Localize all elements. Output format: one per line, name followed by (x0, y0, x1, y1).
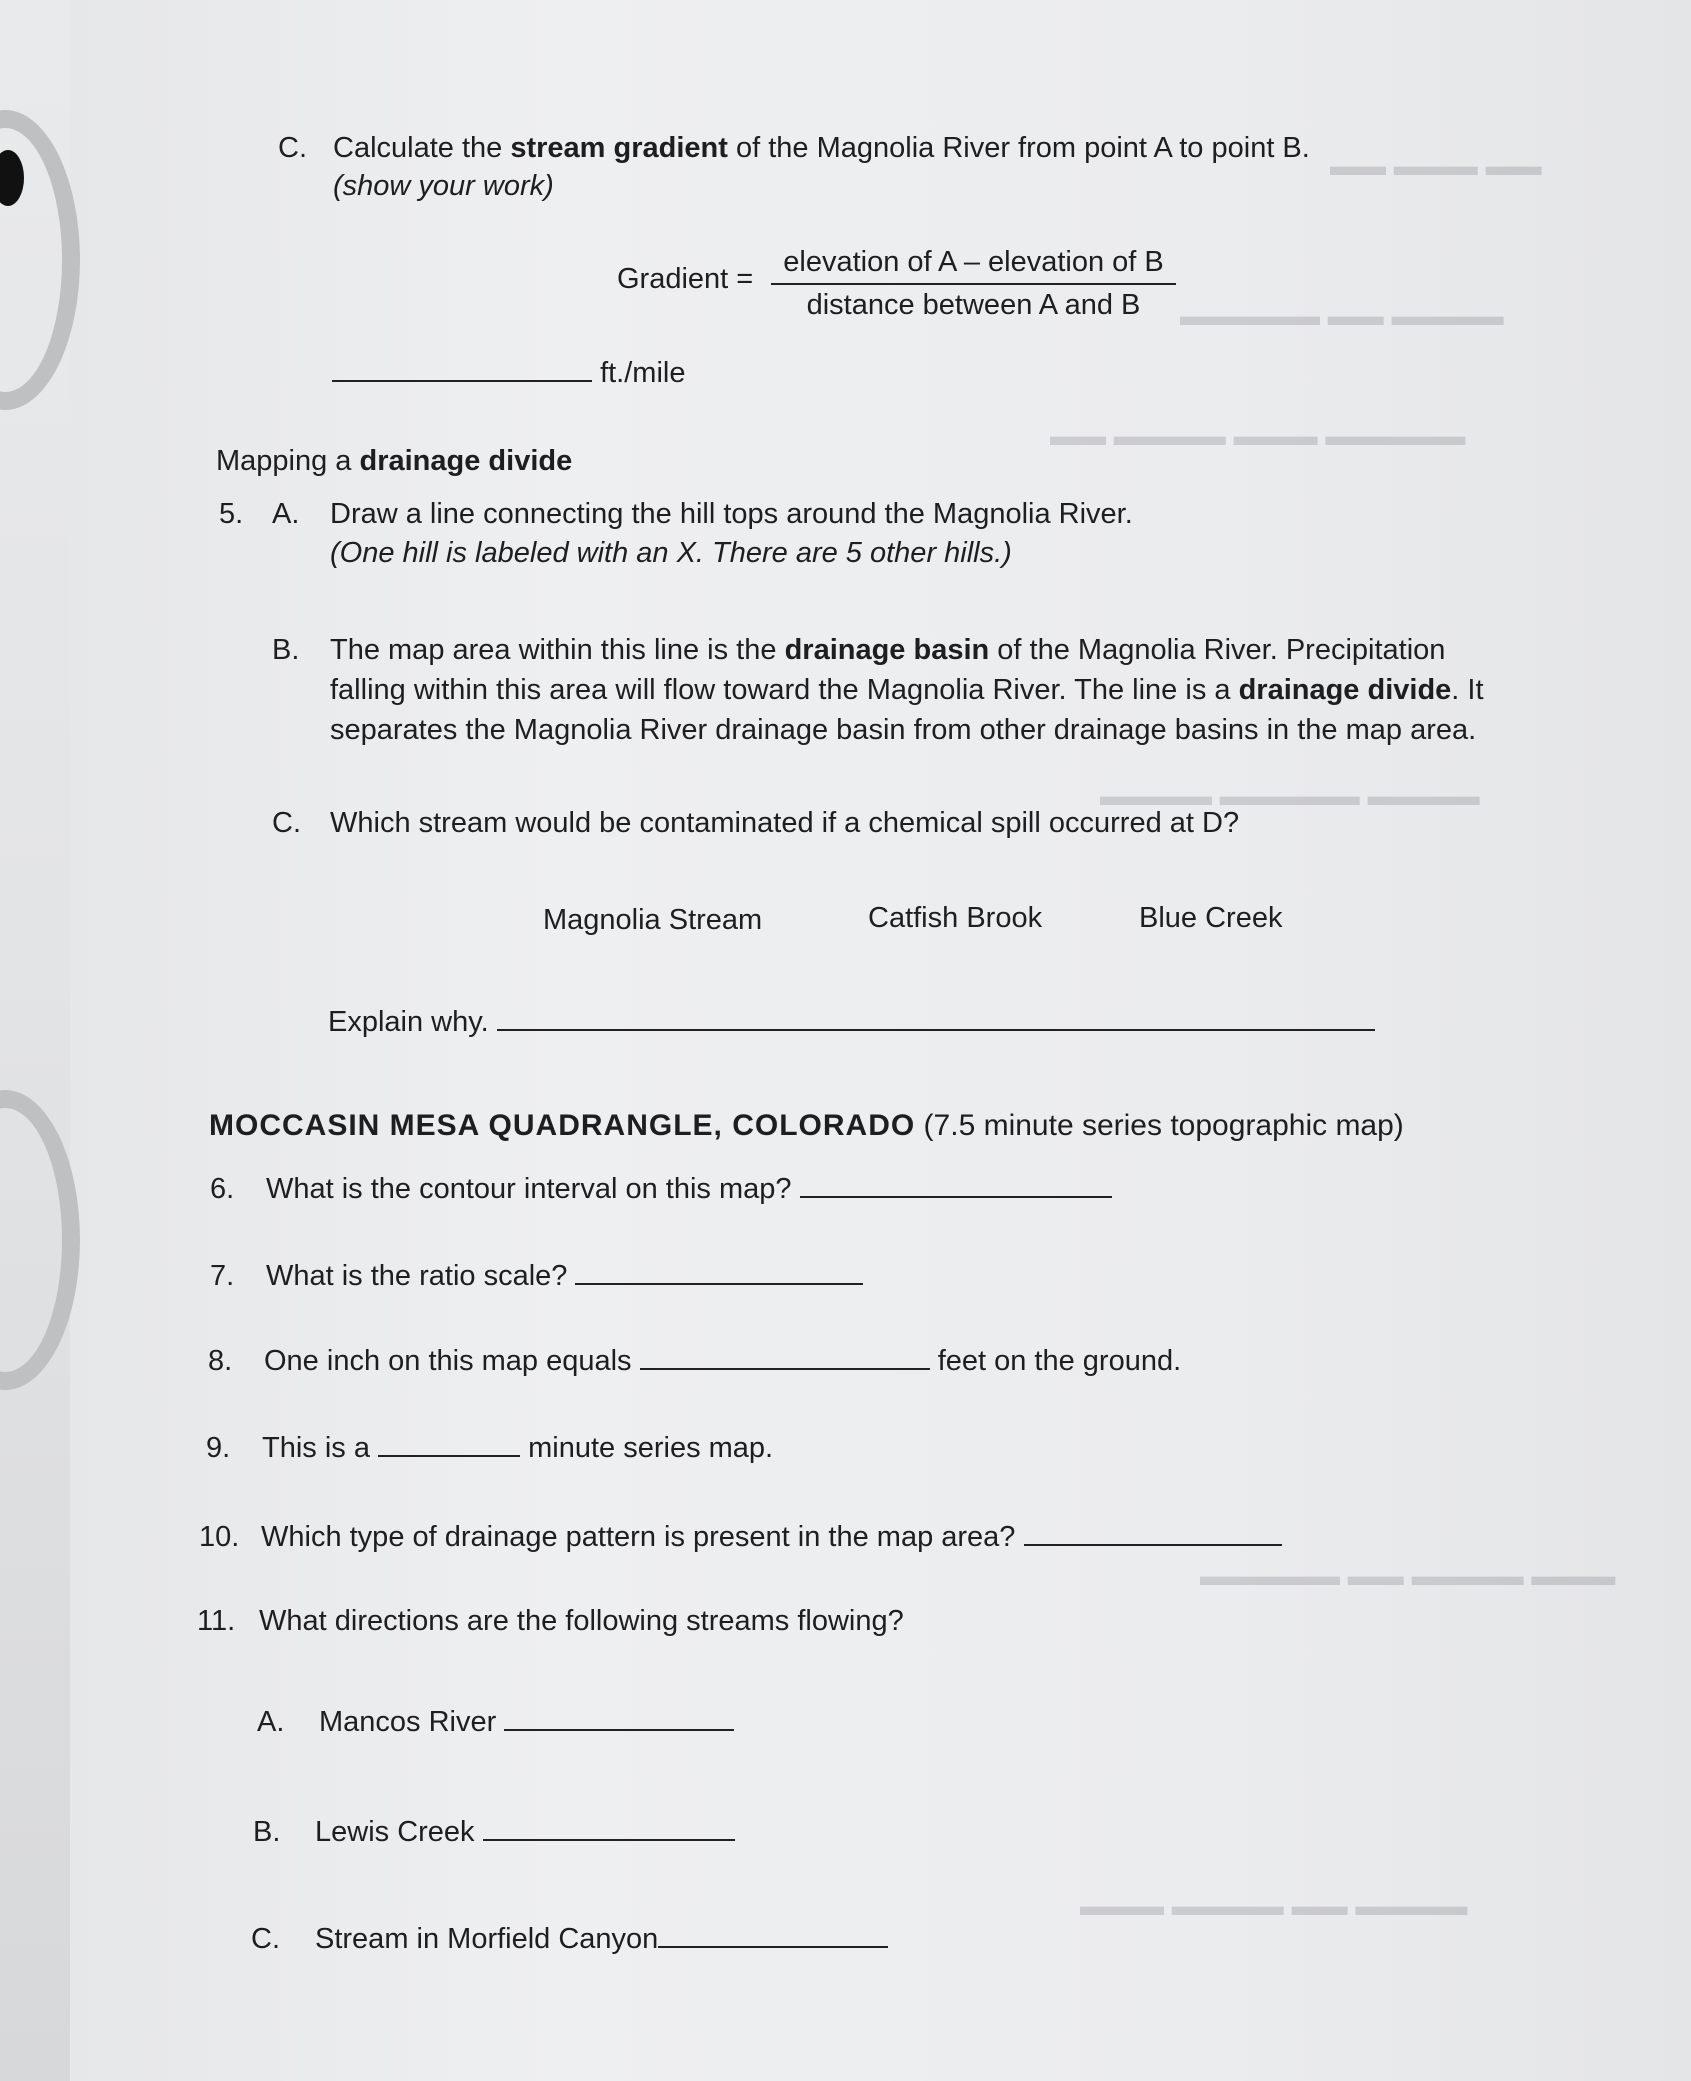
bleed-through-text: ▬▬▬▬ ▬▬▬▬▬ ▬▬▬▬ (1100, 780, 1480, 811)
q9-number: 9. (206, 1432, 231, 1464)
gradient-answer-row (332, 354, 685, 391)
q8-text-pre: One inch on this map equals (264, 1345, 632, 1377)
q5-b-line2: falling within this area will flow toward the Magnolia River. The line is a drainage divide. It (330, 674, 1484, 706)
bleed-through-text: ▬▬▬▬▬ ▬▬▬ ▬▬▬▬ ▬▬ (1050, 420, 1466, 451)
q8-answer-blank[interactable] (640, 1342, 930, 1370)
q11-a-row (257, 1703, 734, 1740)
q11-c-row (251, 1920, 888, 1957)
part-c-letter: C. (278, 132, 307, 164)
gradient-unit: ft./mile (600, 357, 686, 389)
q11-a-text: Mancos River (319, 1706, 497, 1738)
q5-a-letter: A. (272, 498, 300, 530)
q7-answer-blank[interactable] (575, 1257, 863, 1285)
q9-text-post: minute series map. (528, 1432, 774, 1464)
q11-c-text: Stream in Morfield Canyon (315, 1923, 659, 1955)
q11-b-row (253, 1813, 735, 1850)
q10-text: Which type of drainage pattern is present in the map area? (261, 1521, 1016, 1553)
part-c-question: Calculate the stream gradient of the Magnolia River from point A to point B. (333, 132, 1310, 164)
q9-answer-blank[interactable] (378, 1429, 520, 1457)
option-blue-creek[interactable]: Blue Creek (1139, 902, 1283, 934)
q5-a-text: Draw a line connecting the hill tops around the Magnolia River. (330, 498, 1133, 530)
q5-c-text: Which stream would be contaminated if a chemical spill occurred at D? (330, 807, 1240, 839)
q5-number: 5. (219, 498, 244, 530)
q9-row (206, 1429, 773, 1466)
q8-text-post: feet on the ground. (937, 1345, 1182, 1377)
gradient-numerator: elevation of A – elevation of B (771, 246, 1176, 285)
q10-number: 10. (199, 1521, 240, 1553)
q11-a-letter: A. (257, 1706, 285, 1738)
gradient-fraction (771, 246, 1176, 322)
q11-c-letter: C. (251, 1923, 280, 1955)
option-magnolia-stream[interactable]: Magnolia Stream (543, 904, 763, 936)
q11-b-letter: B. (253, 1816, 281, 1848)
q11-b-answer-blank[interactable] (483, 1813, 735, 1841)
q5-c-letter: C. (272, 807, 301, 839)
q10-row (199, 1518, 1282, 1555)
q6-text: What is the contour interval on this map? (266, 1173, 792, 1205)
option-catfish-brook[interactable]: Catfish Brook (868, 902, 1043, 934)
q7-row (210, 1257, 863, 1294)
bleed-through-text: ▬▬ ▬▬▬ ▬▬ (1330, 150, 1542, 181)
gradient-answer-blank[interactable] (332, 354, 592, 382)
q5-a-note: (One hill is labeled with an X. There are 5 other hills.) (330, 537, 1012, 569)
q11-row (197, 1604, 904, 1639)
q6-answer-blank[interactable] (800, 1170, 1112, 1198)
q11-a-answer-blank[interactable] (504, 1703, 734, 1731)
q9-text-pre: This is a (262, 1432, 370, 1464)
bleed-through-text: ▬▬▬▬ ▬▬ ▬▬▬▬▬ (1180, 300, 1504, 331)
q11-b-text: Lewis Creek (315, 1816, 475, 1848)
section-moccasin-title: MOCCASIN MESA QUADRANGLE, COLORADO (7.5 minute series topographic map) (209, 1109, 1404, 1142)
q11-text: What directions are the following streams flowing? (259, 1605, 904, 1637)
binder-ring-bottom (0, 1090, 80, 1390)
gradient-label: Gradient = (617, 263, 754, 295)
explain-why-label: Explain why. (328, 1006, 489, 1038)
q8-row (208, 1342, 1181, 1379)
section-drainage-divide-title: Mapping a drainage divide (216, 445, 573, 477)
bleed-through-text: ▬▬▬▬ ▬▬ ▬▬▬▬ ▬▬▬ (1080, 1890, 1468, 1921)
q8-number: 8. (208, 1345, 233, 1377)
q10-answer-blank[interactable] (1024, 1518, 1282, 1546)
gradient-denominator: distance between A and B (806, 289, 1141, 321)
explain-why-row (328, 1003, 1375, 1040)
part-c-instruction: (show your work) (333, 170, 554, 202)
q5-b-letter: B. (272, 634, 300, 666)
q7-number: 7. (210, 1260, 235, 1292)
explain-why-blank[interactable] (497, 1003, 1375, 1031)
q11-c-answer-blank[interactable] (658, 1920, 888, 1948)
q7-text: What is the ratio scale? (266, 1260, 568, 1292)
q11-number: 11. (197, 1605, 236, 1637)
q6-row (210, 1170, 1112, 1207)
bleed-through-text: ▬▬▬ ▬▬▬▬ ▬▬ ▬▬▬▬▬ (1200, 1560, 1616, 1591)
q5-b-line1: The map area within this line is the drainage basin of the Magnolia River. Precipitation (330, 634, 1446, 666)
q6-number: 6. (210, 1173, 235, 1205)
q5-b-line3: separates the Magnolia River drainage basin from other drainage basins in the map area. (330, 714, 1477, 746)
